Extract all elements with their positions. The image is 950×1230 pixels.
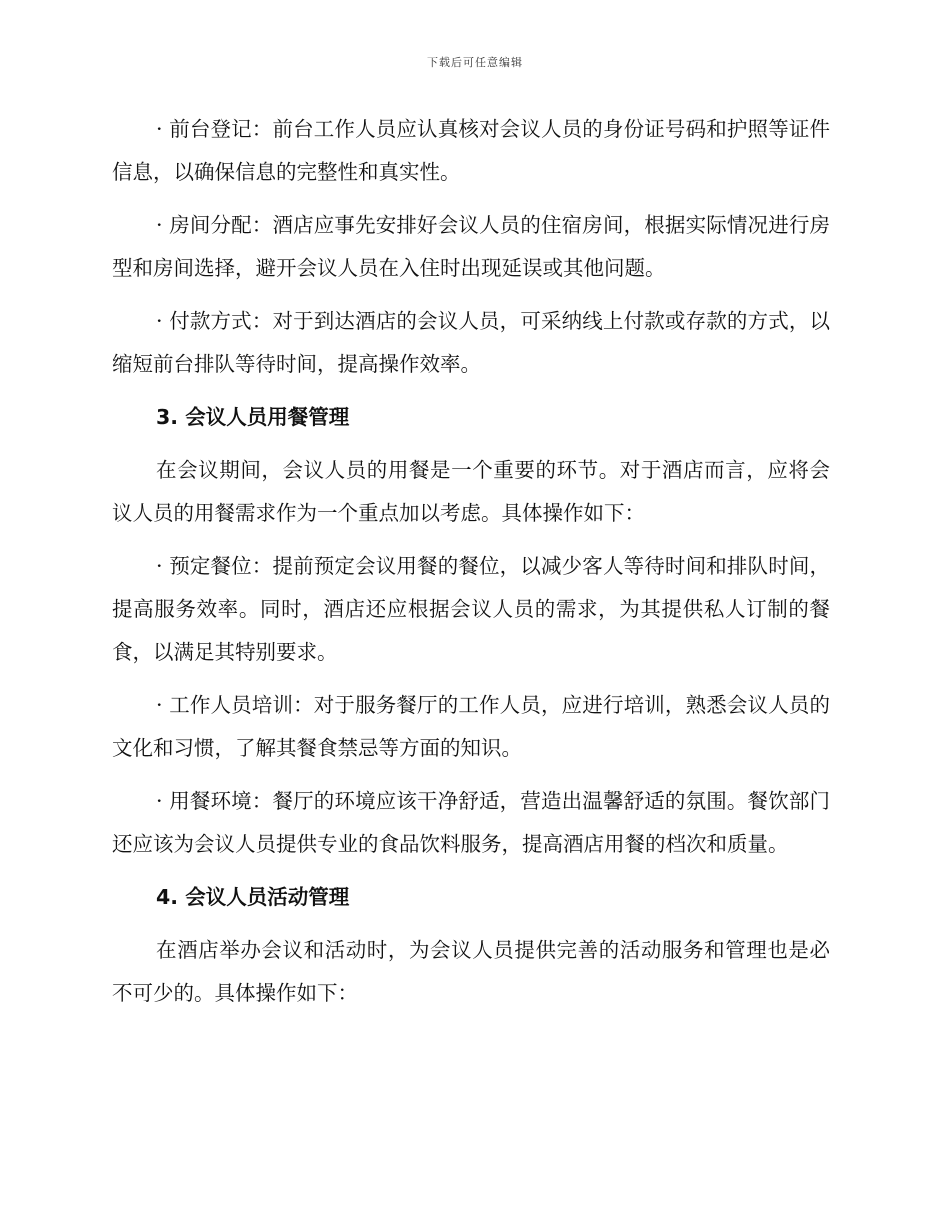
paragraph-dining-intro: 在会议期间，会议人员的用餐是一个重要的环节。对于酒店而言，应将会议人员的用餐需求作为一个重点加以考虑。具体操作如下： bbox=[112, 458, 830, 525]
paragraph-front-desk-registration: · 前台登记：前台工作人员应认真核对会议人员的身份证号码和护照等证件信息，以确保信息的完整性和真实性。 bbox=[112, 117, 830, 184]
paragraph-reserve-seats: · 预定餐位：提前预定会议用餐的餐位，以减少客人等待时间和排队时间，提高服务效率。同时，酒店还应根据会议人员的需求，为其提供私人订制的餐食，以满足其特别要求。 bbox=[112, 554, 830, 664]
paragraph-dining-environment: · 用餐环境：餐厅的环境应该干净舒适，营造出温馨舒适的氛围。餐饮部门还应该为会议人员提供专业的食品饮料服务，提高酒店用餐的档次和质量。 bbox=[112, 789, 830, 856]
document-body bbox=[112, 108, 830, 1025]
paragraph-staff-training: · 工作人员培训：对于服务餐厅的工作人员，应进行培训，熟悉会议人员的文化和习惯，了解其餐食禁忌等方面的知识。 bbox=[112, 693, 830, 760]
paragraph-activity-intro: 在酒店举办会议和活动时，为会议人员提供完善的活动服务和管理也是必不可少的。具体操作如下： bbox=[112, 938, 830, 1005]
paragraph-room-allocation: · 房间分配：酒店应事先安排好会议人员的住宿房间，根据实际情况进行房型和房间选择，避开会议人员在入住时出现延误或其他问题。 bbox=[112, 213, 830, 280]
section-heading-activity-management: 4. 会议人员活动管理 bbox=[156, 885, 350, 909]
section-heading-dining-management: 3. 会议人员用餐管理 bbox=[156, 405, 350, 429]
header-note: 下载后可任意编辑 bbox=[427, 56, 523, 69]
paragraph-payment-method: · 付款方式：对于到达酒店的会议人员，可采纳线上付款或存款的方式，以缩短前台排队等待时间，提高操作效率。 bbox=[112, 309, 830, 376]
